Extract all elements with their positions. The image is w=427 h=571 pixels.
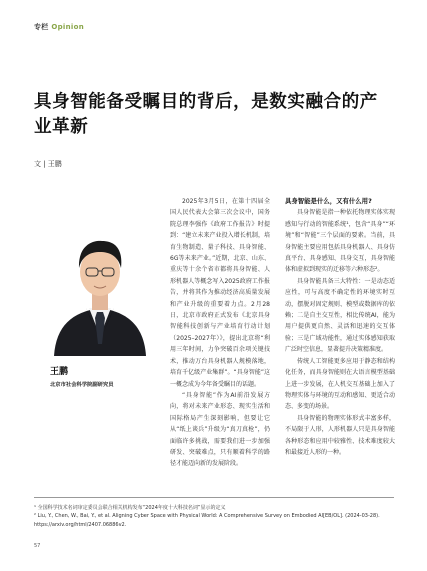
author-photo bbox=[34, 186, 166, 356]
paragraph: 具身智能的物理实体形式丰富多样，不局限于人形，人形机器人只是具身智能各种形态和应用中较雅性、技术难度较大和最接近人形的一种。 bbox=[285, 414, 395, 456]
paragraph: 具身智能具备三大特性：一是动态适应性，可与高度不确定性的环境实时互动，摆脱对固定规则、模型或数据库的依赖；二是自主交互性，相比传统AI，能为用户提供更自然、灵活和迅速的交互体验；三是广域功能性，通过实体感知获取广泛时空信息，显著提升决策精准度。 bbox=[285, 277, 395, 354]
footnote-2: ² Liu, Y., Chen, W., Bai, Y., et al. Aligning Cyber Space with Physical World: A Comprehensive Survey on Embodied AI[EB/OL]. (2024-03-28). https://arxiv.org/html/2407.06886v2. bbox=[34, 513, 380, 528]
paragraph: 具身智能是指一种依托物理实体实现感知与行动的智能系统¹，包含“具身”“环境”和“智能”三个层面的要素。当前，具身智能主要应用包括具身机器人、具身仿真平台、具身感知、具身交互，具身智能体和虚拟到现实的迁移等六种形态²。 bbox=[285, 209, 395, 274]
section-label-en: Opinion bbox=[51, 23, 84, 31]
author-affiliation: 北京市社会科学院副研究员 bbox=[50, 382, 114, 388]
page-number: 57 bbox=[34, 543, 41, 549]
author-portrait-image bbox=[34, 186, 166, 356]
middle-column bbox=[170, 196, 270, 470]
section-tag bbox=[34, 22, 84, 32]
paragraph: “具身智能”作为AI前沿发展方向，将对未来产业形态、现实生活和国际格局产生深刻影响，但要让它从“纸上谈兵”升级为“真刀真枪”，仍面临许多挑战，需要我们进一步加强研发、突破难点，只有顺着科学的路径才能迈向新的发展阶段。 bbox=[170, 391, 270, 468]
section-heading: 具身智能是什么，又有什么用? bbox=[285, 197, 372, 205]
section-label-zh: 专栏 bbox=[34, 23, 49, 31]
paragraph: 2025年3月5日，在第十四届全国人民代表大会第三次会议中，国务院总理李强作《政府工作报告》时提到：“建立未来产业投入增长机制，培育生物制造、量子科技、具身智能、6G等未来产业。”近期，北京、山东、重庆等十余个省市都将具身智能、人形机器人等概念写入2025政府工作报告，并将其作为推动经济高质量发展和产业升级的重要着力点。2月28日，北京市政府正式发布《北京具身智能科技创新与产业培育行动计划（2025–2027年）》，提出北京将“利用三年时间，力争突破百余项关键技术，推动万台具身机器人规模落地，培育千亿级产业集群”。“具身智能”这一概念成为今年备受瞩目的话题。 bbox=[170, 198, 270, 388]
article-title: 具身智能备受瞩目的背后，是数实融合的产业革新 bbox=[34, 92, 378, 137]
footnote-1: ¹ 全国科学技术名词审定委员会联合相关机构发布“2024年度十大科技名词”显示的定义 bbox=[34, 505, 226, 511]
byline: 文 | 王鹏 bbox=[34, 160, 62, 168]
paragraph: 传统人工智能更多应用于静态和结构化任务，而具身智能则在大语言模型基础上进一步发展，在人机交互基础上加入了物理实体与环境的互动和感知、更适合动态、多变的场景。 bbox=[285, 357, 395, 411]
footnotes bbox=[34, 497, 394, 529]
author-name: 王鹏 bbox=[50, 367, 69, 377]
right-column bbox=[285, 196, 395, 458]
